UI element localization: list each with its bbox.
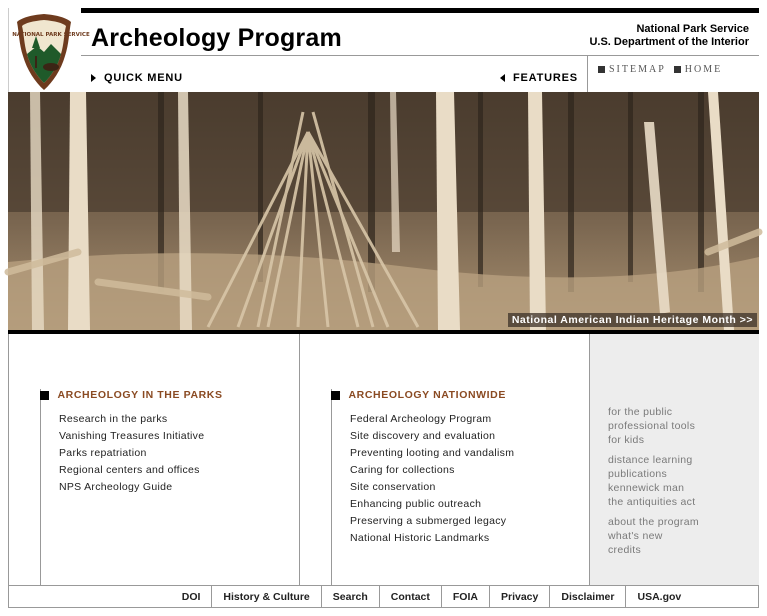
footer-link-doi[interactable]: DOI — [171, 586, 213, 607]
list-item[interactable]: Preserving a submerged legacy — [350, 515, 507, 527]
square-bullet-icon — [331, 391, 340, 400]
features-button[interactable] — [500, 72, 578, 84]
quick-menu-button[interactable] — [91, 72, 183, 84]
home-link[interactable] — [674, 64, 722, 75]
parks-link-list — [59, 411, 204, 496]
department-name[interactable]: U.S. Department of the Interior — [589, 36, 749, 48]
sidebar-link[interactable]: about the program — [608, 516, 699, 528]
footer-link-usa-gov[interactable]: USA.gov — [637, 590, 682, 603]
footer-link-privacy[interactable]: Privacy — [490, 586, 550, 607]
agency-name[interactable]: National Park Service — [636, 23, 749, 35]
square-bullet-icon — [674, 66, 681, 73]
utility-links — [587, 56, 759, 92]
sidebar — [589, 334, 759, 585]
sidebar-link[interactable]: professional tools — [608, 420, 696, 432]
sidebar-link[interactable]: distance learning — [608, 454, 693, 466]
sidebar-group-audiences — [608, 405, 695, 447]
quick-menu-label: QUICK MENU — [104, 72, 183, 84]
sitemap-label: SITEMAP — [609, 64, 666, 75]
column-rule — [331, 389, 332, 585]
triangle-right-icon — [91, 74, 96, 82]
logo-text: NATIONAL PARK SERVICE — [12, 32, 90, 38]
features-label: FEATURES — [513, 72, 578, 84]
list-item[interactable]: Site conservation — [350, 481, 436, 493]
page-frame — [8, 8, 759, 608]
site-title[interactable]: Archeology Program — [91, 24, 342, 52]
section-heading-label: ARCHEOLOGY IN THE PARKS — [57, 389, 223, 401]
list-item[interactable]: Preventing looting and vandalism — [350, 447, 515, 459]
nationwide-link-list — [350, 411, 514, 547]
column-rule — [40, 389, 41, 585]
square-bullet-icon — [40, 391, 49, 400]
triangle-left-icon — [500, 74, 505, 82]
title-row — [81, 13, 759, 56]
list-item[interactable]: NPS Archeology Guide — [59, 481, 173, 493]
footer-link-contact[interactable]: Contact — [380, 586, 442, 607]
section-heading-label: ARCHEOLOGY NATIONWIDE — [348, 389, 506, 401]
list-item[interactable]: Parks repatriation — [59, 447, 147, 459]
sidebar-link[interactable]: publications — [608, 468, 668, 480]
sidebar-link[interactable]: credits — [608, 544, 642, 556]
footer-link-disclaimer[interactable]: Disclaimer — [550, 586, 626, 607]
list-item[interactable]: Site discovery and evaluation — [350, 430, 496, 442]
sidebar-link[interactable]: for the public — [608, 406, 673, 418]
logo-container[interactable] — [8, 8, 90, 92]
list-item[interactable]: Enhancing public outreach — [350, 498, 482, 510]
nationwide-column — [300, 334, 589, 585]
sidebar-group-resources — [608, 453, 695, 509]
agency-block — [589, 23, 749, 49]
sitemap-link[interactable] — [598, 64, 666, 75]
footer-link-search[interactable]: Search — [322, 586, 380, 607]
sidebar-link[interactable]: what's new — [608, 530, 663, 542]
sidebar-link[interactable]: the antiquities act — [608, 496, 696, 508]
square-bullet-icon — [598, 66, 605, 73]
sidebar-link[interactable]: for kids — [608, 434, 645, 446]
list-item[interactable]: Research in the parks — [59, 413, 168, 425]
section-heading-parks — [40, 389, 223, 401]
list-item[interactable]: Federal Archeology Program — [350, 413, 492, 425]
banner-caption-link[interactable]: National American Indian Heritage Month >> — [508, 313, 757, 327]
sidebar-group-about — [608, 515, 699, 557]
nps-arrowhead-logo[interactable] — [12, 12, 90, 92]
parks-column — [9, 334, 300, 585]
list-item[interactable]: Regional centers and offices — [59, 464, 200, 476]
list-item[interactable]: Caring for collections — [350, 464, 455, 476]
forest-wickiup-photo — [8, 92, 759, 330]
nav-row — [81, 56, 759, 92]
main-content — [8, 334, 759, 585]
list-item[interactable]: Vanishing Treasures Initiative — [59, 430, 205, 442]
footer-nav — [8, 585, 759, 608]
hero-banner[interactable] — [8, 92, 759, 330]
footer-link-history-culture[interactable]: History & Culture — [212, 586, 321, 607]
list-item[interactable]: National Historic Landmarks — [350, 532, 490, 544]
footer-link-foia[interactable]: FOIA — [442, 586, 490, 607]
sidebar-link[interactable]: kennewick man — [608, 482, 685, 494]
home-label: HOME — [684, 64, 723, 75]
section-heading-nationwide — [331, 389, 506, 401]
